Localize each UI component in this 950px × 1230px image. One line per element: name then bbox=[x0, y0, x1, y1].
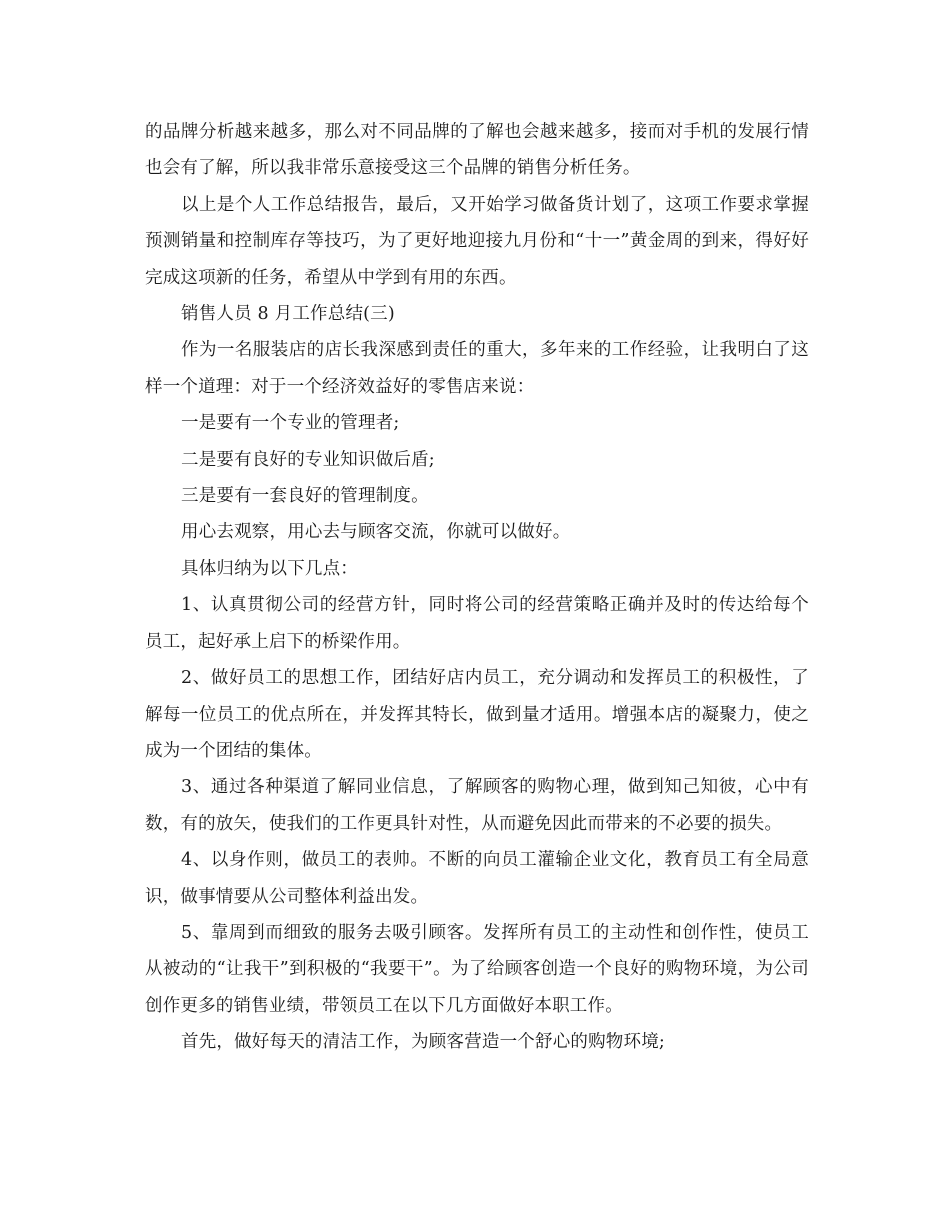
numbered-point-3: 3、通过各种渠道了解同业信息，了解顾客的购物心理，做到知己知彼，心中有数，有的放矢，使我们的工作更具针对性，从而避免因此而带来的不必要的损失。 bbox=[145, 777, 809, 834]
paragraph-brand-analysis: 的品牌分析越来越多，那么对不同品牌的了解也会越来越多，接而对手机的发展行情也会有了解，所以我非常乐意接受这三个品牌的销售分析任务。 bbox=[145, 122, 809, 179]
paragraph-points-intro: 具体归纳为以下几点： bbox=[181, 558, 358, 579]
paragraph-store-manager: 作为一名服装店的店长我深感到责任的重大，多年来的工作经验，让我明白了这样一个道理：对于一个经济效益好的零售店来说： bbox=[145, 340, 809, 397]
paragraph-summary-report: 以上是个人工作总结报告，最后，又开始学习做备货计划了，这项工作要求掌握预测销量和控制库存等技巧，为了更好地迎接九月份和“十一”黄金周的到来，得好好完成这项新的任务，希望从中学到有用的东西。 bbox=[145, 194, 809, 288]
list-item-first: 一是要有一个专业的管理者; bbox=[181, 413, 400, 434]
paragraph-firstly: 首先，做好每天的清洁工作，为顾客营造一个舒心的购物环境; bbox=[181, 1032, 665, 1053]
paragraph-observe: 用心去观察，用心去与顾客交流，你就可以做好。 bbox=[181, 522, 571, 543]
numbered-point-1: 1、认真贯彻公司的经营方针，同时将公司的经营策略正确并及时的传达给每个员工，起好承上启下的桥梁作用。 bbox=[145, 595, 809, 652]
list-item-third: 三是要有一套良好的管理制度。 bbox=[181, 486, 429, 507]
list-item-second: 二是要有良好的专业知识做后盾; bbox=[181, 449, 435, 470]
section-heading: 销售人员 8 月工作总结(三) bbox=[181, 304, 395, 325]
numbered-point-2: 2、做好员工的思想工作，团结好店内员工，充分调动和发挥员工的积极性，了解每一位员工的优点所在，并发挥其特长，做到量才适用。增强本店的凝聚力，使之成为一个团结的集体。 bbox=[145, 668, 809, 761]
numbered-point-5: 5、靠周到而细致的服务去吸引顾客。发挥所有员工的主动性和创作性，使员工从被动的“让我干”到积极的“我要干”。为了给顾客创造一个良好的购物环境，为公司创作更多的销售业绩，带领员工在以下几方面做好本职工作。 bbox=[145, 922, 809, 1016]
numbered-point-4: 4、以身作则，做员工的表帅。不断的向员工灌输企业文化，教育员工有全局意识，做事情要从公司整体利益出发。 bbox=[145, 850, 809, 907]
document-body bbox=[145, 114, 809, 1061]
